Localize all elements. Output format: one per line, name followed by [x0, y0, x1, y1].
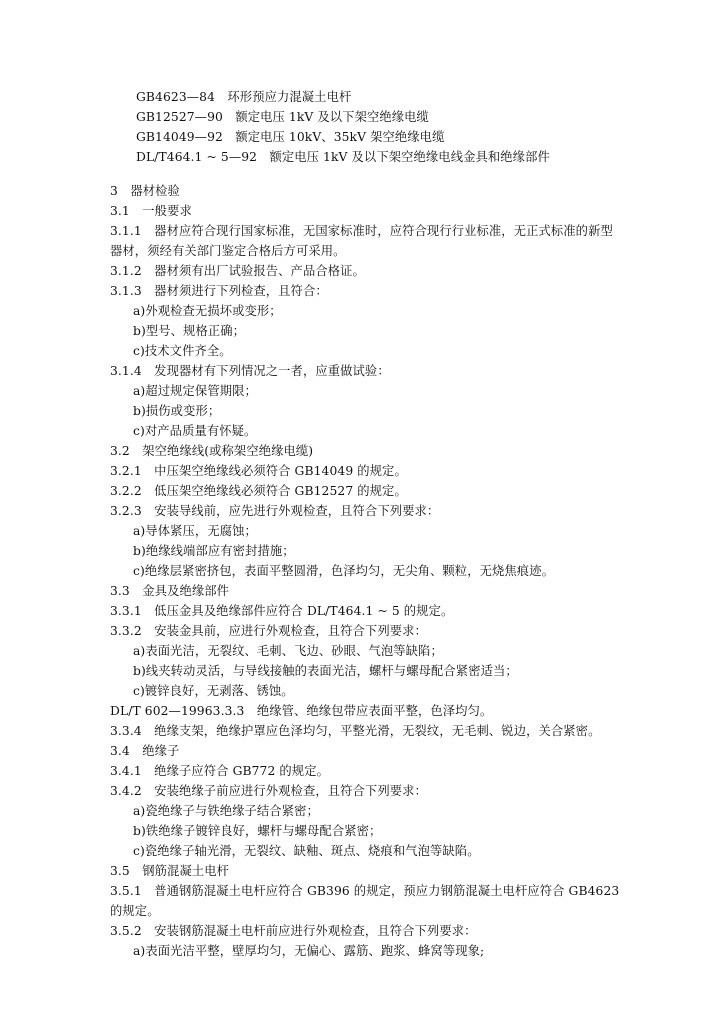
section-heading: 3 器材检验: [110, 184, 180, 198]
subsection-heading: 3.1 一般要求: [110, 204, 192, 218]
clause-text: 3.2.2 低压架空绝缘线必须符合 GB12527 的规定。: [110, 484, 407, 498]
subsection-heading: 3.2 架空绝缘线(或称架空绝缘电缆): [110, 444, 314, 458]
list-item: b)损伤或变形；: [133, 404, 221, 418]
clause-text: 3.4.2 安装绝缘子前应进行外观检查，且符合下列要求：: [110, 784, 427, 798]
clause-text-continued: 的规定。: [110, 904, 160, 918]
list-item: c)技术文件齐全。: [133, 344, 232, 358]
subsection-heading: 3.3 金具及绝缘部件: [110, 584, 230, 598]
clause-text: 3.2.3 安装导线前，应先进行外观检查，且符合下列要求：: [110, 504, 440, 518]
clause-text: 3.1.3 器材须进行下列检查，且符合：: [110, 284, 328, 298]
list-item: a)外观检查无损坏或变形；: [133, 304, 282, 318]
clause-text: 3.4.1 绝缘子应符合 GB772 的规定。: [110, 764, 330, 778]
clause-text: DL/T 602—19963.3.3 绝缘管、绝缘包带应表面平整，色泽均匀。: [110, 704, 493, 718]
list-item: b)型号、规格正确；: [133, 324, 246, 338]
list-item: a)表面光洁平整，壁厚均匀，无偏心、露筋、跑浆、蜂窝等现象;: [133, 944, 485, 958]
subsection-heading: 3.4 绝缘子: [110, 744, 180, 758]
list-item: a)导体紧压，无腐蚀；: [133, 524, 257, 538]
list-item: c)对产品质量有怀疑。: [133, 424, 257, 438]
standard-ref-dlt464: DL/T464.1 ~ 5—92 额定电压 1kV 及以下架空绝缘电线金具和绝缘部件: [136, 150, 550, 164]
list-item: c)瓷绝缘子轴光滑，无裂纹、缺釉、斑点、烧痕和气泡等缺陷。: [133, 844, 480, 858]
list-item: c)镀锌良好，无剥落、锈蚀。: [133, 684, 294, 698]
list-item: a)超过规定保管期限；: [133, 384, 257, 398]
clause-text: 3.1.2 器材须有出厂试验报告、产品合格证。: [110, 264, 365, 278]
standard-ref-gb12527: GB12527—90 额定电压 1kV 及以下架空绝缘电缆: [136, 110, 429, 124]
clause-text: 3.3.2 安装金具前，应进行外观检查，且符合下列要求：: [110, 624, 427, 638]
list-item: b)线夹转动灵活，与导线接触的表面光洁，螺杆与螺母配合紧密适当；: [133, 664, 518, 678]
standard-ref-gb4623: GB4623—84 环形预应力混凝土电杆: [136, 90, 352, 104]
clause-text: 3.3.4 绝缘支架，绝缘护罩应色泽均匀，平整光滑，无裂纹，无毛刺、锐边，关合紧密。: [110, 724, 601, 738]
clause-text: 3.1.1 器材应符合现行国家标准，无国家标准时，应符合现行行业标准，无正式标准的新型: [110, 224, 613, 238]
list-item: a)表面光洁，无裂纹、毛刺、飞边、砂眼、气泡等缺陷；: [133, 644, 443, 658]
clause-text: 3.2.1 中压架空绝缘线必须符合 GB14049 的规定。: [110, 464, 407, 478]
standard-ref-gb14049: GB14049—92 额定电压 10kV、35kV 架空绝缘电缆: [136, 130, 445, 144]
clause-text: 3.1.4 发现器材有下列情况之一者，应重做试验：: [110, 364, 390, 378]
list-item: b)绝缘线端部应有密封措施；: [133, 544, 295, 558]
subsection-heading: 3.5 钢筋混凝土电杆: [110, 864, 230, 878]
list-item: a)瓷绝缘子与铁绝缘子结合紧密；: [133, 804, 319, 818]
clause-text: 3.5.2 安装钢筋混凝土电杆前应进行外观检查，且符合下列要求：: [110, 924, 477, 938]
list-item: c)绝缘层紧密挤包，表面平整圆滑，色泽均匀，无尖角、颗粒，无烧焦痕迹。: [133, 564, 554, 578]
clause-text-continued: 器材，须经有关部门鉴定合格后方可采用。: [110, 244, 346, 258]
clause-text: 3.5.1 普通钢筋混凝土电杆应符合 GB396 的规定，预应力钢筋混凝土电杆应符合 GB4623: [110, 884, 620, 898]
list-item: b)铁绝缘子镀锌良好，螺杆与螺母配合紧密；: [133, 824, 382, 838]
clause-text: 3.3.1 低压金具及绝缘部件应符合 DL/T464.1 ~ 5 的规定。: [110, 604, 454, 618]
